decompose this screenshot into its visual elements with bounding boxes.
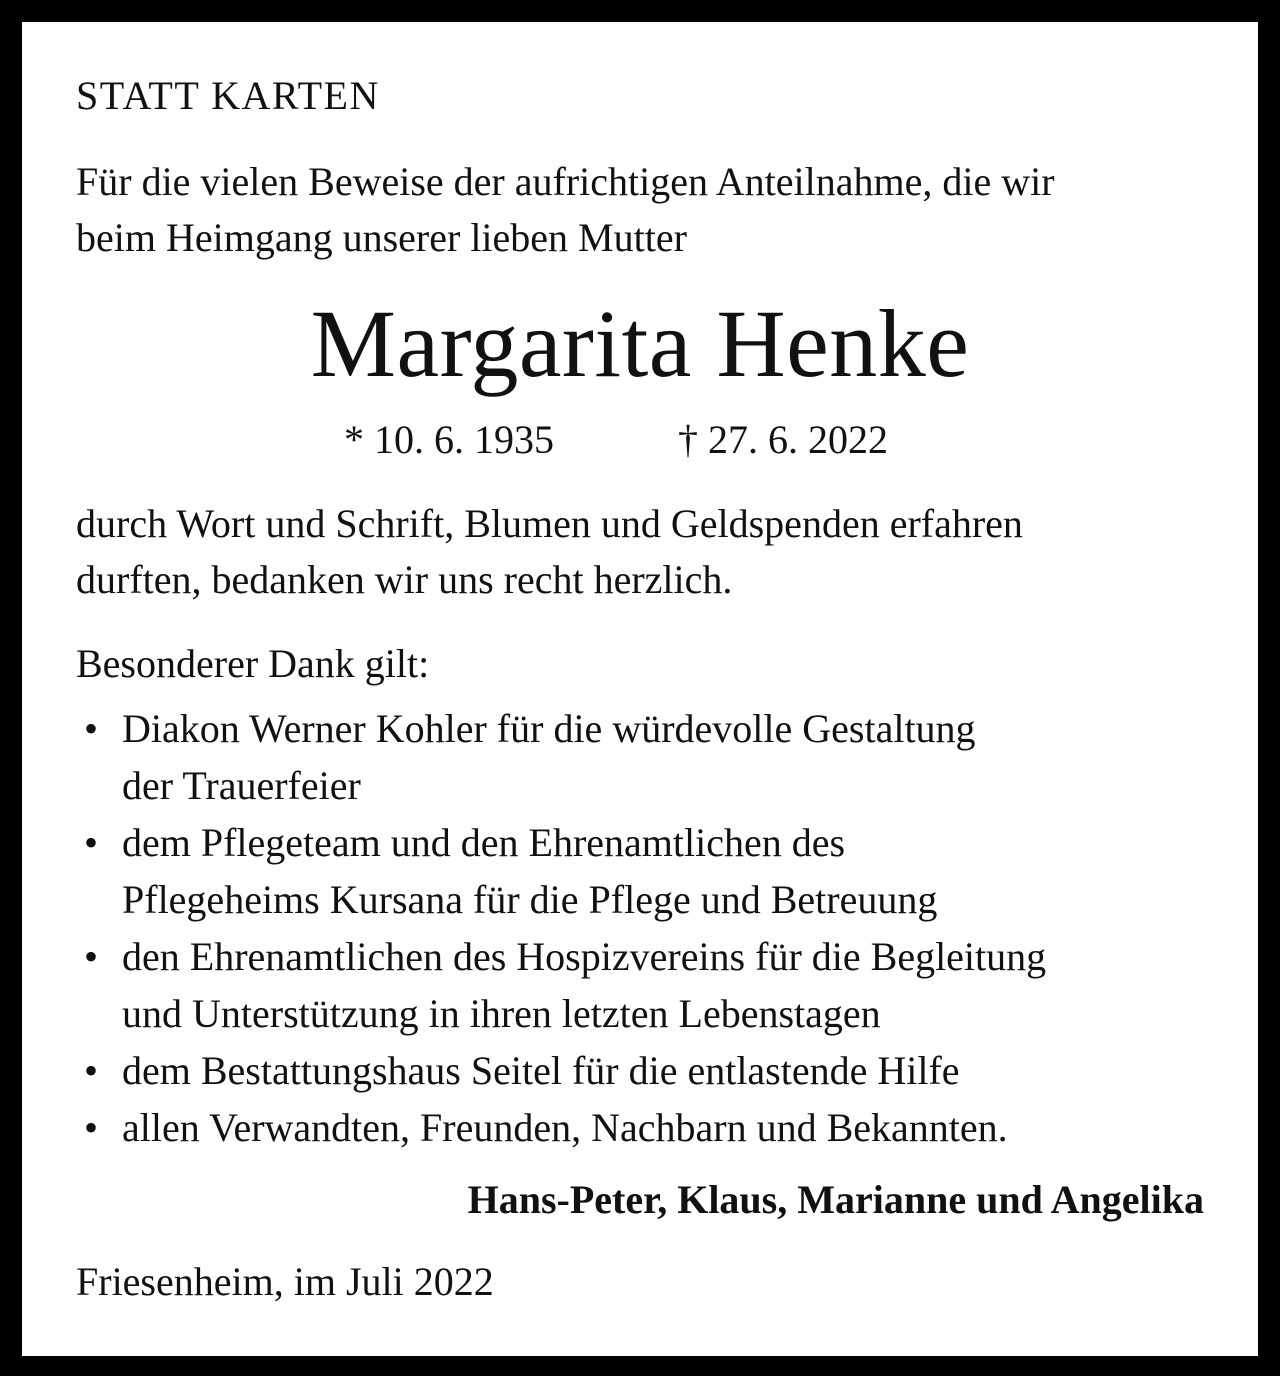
bullet-icon: • — [84, 820, 99, 865]
list-item — [76, 1042, 1046, 1099]
thanks-line-2: durften, bedanken wir uns recht herzlich. — [76, 557, 733, 602]
bullet-icon: • — [84, 934, 99, 979]
death-date: † 27. 6. 2022 — [678, 417, 888, 462]
deceased-name: Margarita Henke — [310, 290, 970, 397]
place-and-date: Friesenheim, im Juli 2022 — [76, 1259, 494, 1304]
list-item-line: Pflegeheims Kursana für die Pflege und Betreuung — [122, 877, 938, 922]
signatories: Hans-Peter, Klaus, Marianne und Angelika — [467, 1177, 1204, 1222]
special-thanks-label: Besonderer Dank gilt: — [76, 641, 430, 686]
list-item-line: Diakon Werner Kohler für die würdevolle Gestaltung — [122, 706, 976, 751]
list-item — [76, 814, 1046, 928]
bullet-icon: • — [84, 706, 99, 751]
intro-line-2: beim Heimgang unserer lieben Mutter — [76, 215, 687, 260]
list-item — [76, 700, 1046, 814]
list-item-line: dem Bestattungshaus Seitel für die entlastende Hilfe — [122, 1048, 960, 1093]
list-item-line: dem Pflegeteam und den Ehrenamtlichen des — [122, 820, 846, 865]
bullet-icon: • — [84, 1105, 99, 1150]
list-item — [76, 928, 1046, 1042]
list-item-line: der Trauerfeier — [122, 763, 361, 808]
birth-date: * 10. 6. 1935 — [344, 417, 554, 462]
thanks-line-1: durch Wort und Schrift, Blumen und Geldspenden erfahren — [76, 501, 1023, 546]
obituary-notice — [22, 22, 1258, 1356]
list-item-line: und Unterstützung in ihren letzten Lebenstagen — [122, 991, 881, 1036]
list-item — [76, 1099, 1046, 1156]
special-thanks-list — [76, 700, 1046, 1156]
intro-line-1: Für die vielen Beweise der aufrichtigen Anteilnahme, die wir — [76, 159, 1055, 204]
list-item-line: allen Verwandten, Freunden, Nachbarn und Bekannten. — [122, 1105, 1008, 1150]
bullet-icon: • — [84, 1048, 99, 1093]
notice-heading: STATT KARTEN — [76, 73, 380, 118]
list-item-line: den Ehrenamtlichen des Hospizvereins für die Begleitung — [122, 934, 1047, 979]
